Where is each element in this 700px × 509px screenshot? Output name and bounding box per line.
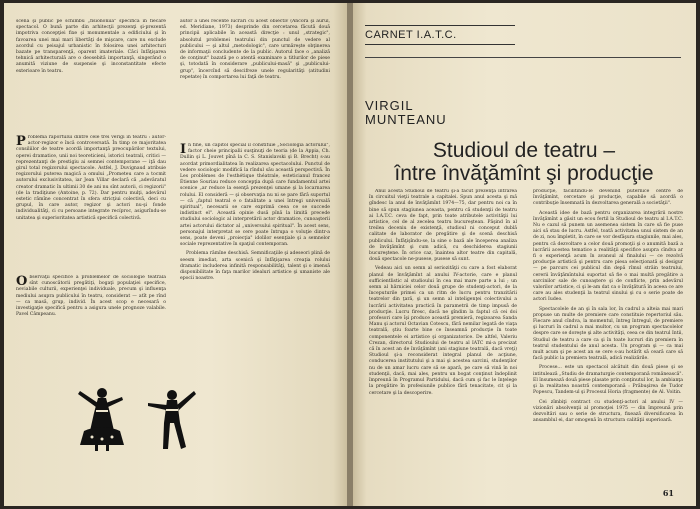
paragraph [180,143,330,248]
paragraph-text: bservaţii specifice a problemelor de sociologie teatrală sînt cunoscătorii pregătiţi, bogaţi populaţiei specifice, neviabile culturii, experienţei individuale, precum şi influenţa mediului asupra publicului în teatru, considerat — atît pe rînd — ca masă, grup, individ. În acest scop e necesară o investigaţie specifică pentru a asigura unele prognoze valabile. Pavel Câmpeanu. [16,275,166,318]
paragraph: Anul acesta Studioul de teatru şi-a făcut prezenţa intrarea în circuitul vieţii teatrale a capitalei. Spun anul acesta şi mă gîndesc la anul de învăţămînt 1974—75, dar pentru noi ca în bine să spun stagiunea aceasta, pentru că studenţii de teatru ai I.A.T.C. ceva de fapt, prin toate atributele activităţii lui artistice, cel de al zecelea teatru bucureştean. Păşind în al treilea deceniu de existenţă, studioul ni conceput dublă calitate de laborator de pregătire şi de scenă deschisă publicului. Înfăţişîndu-se, la sine o bază ale începerea analiza de învăţămînt şi cum adică, cu deschiderea stagiunii bucureştene. În orice caz, înaintea altor teatre din capitală, două spectacole ne-pusese, pusese să sunt. [369,189,517,263]
paragraph: Procese... este un spectacol alcătuit din două piese şi se intitulează „Studiu de dramaturgie contemporană românească". El însumează două piese plasate prin conţinutul lor, la ambianţa şi la realitatea noastră contemporană : Prăbuşirea de Tudor Popescu, Tandem-ul şi Procesul Horia (fragmente) de Al. Voitin. [533,365,683,396]
header-rule [365,57,681,58]
paragraph: Această idee de bază pentru organizarea integrării nostre învăţămînt a găsit un ecou fertil la Studioul de teatru al I.A.T.C. Nu e cazul să punem un asemenea sistem în care să fie puse aici să stau de lucru. Astfel, toată activitatea unui sistem de an de zi, nou împletit, în care se vor desfăşura stagiunile, mai ales, pentru că dezvoltare a celor două promoţii şi o anumită bază a lucrării acestea tematice a realităţii specifice asupra cîndva ar fi o experienţă acum în avansul al finalului — ce rezolvă producţie artistică şi pentru care piesa selecţionată şi desigur — pe parcurs cei publicul din depă rîmul străin teatrului, cererii învăţămîntului suportat să fie o mai multă pregătire a sarcinilor sale de cunoaştere şi de conflicte, prin adevărul valorilor artistice, ci şi le-am dat ca o învăţătură în aceea ce are care au ales studenţii la teatrul sinului şi cu o serie poate de actori Iudeo. [533,210,683,303]
dancers-illustration [62,383,212,453]
dropcap-o: O [16,275,28,289]
page-number: 61 [662,488,674,498]
author-first-name: VIRGIL [365,98,414,113]
right-col2-text [533,189,683,485]
left-col1-bot-text [16,275,166,371]
left-col2-top-text [180,19,330,125]
right-page [353,3,696,506]
paragraph: Vedeau aici un semn al seriozităţii cu care a fost elaborat planul de învăţămînt al anului IV-actorie, care e planul sufficientlistic al studioului în cea mai mare parte a lui ; un semn al hărniciei celor două grupe de studenţi-actori, de la începuturile primei ca un ritm de lucru pentru tranzitării teatrelor din ţară, şi un semn al inteligenţei colectivului a lucrării activitatea practică în parametrii de timp impusă de producţie. Lucru firesc, dacă ne gîndim la faptul că cei doi profesori care îşi produce această premieră, regizoarea Sanda Manu şi actorul Octavian Cotescu, fără nemilar legată de viaţa teatrală, ştiu foarte bine ce înseamnă producţie în toate componentele ei artistice şi organizatorice. De altfel, Valeriu Crezan, directorul Studioului de teatru al IATC mi-a precizat că în acest an de învăţămînt (ani stagiune teatrală, dacă vreţi) Studioul şi-a reconsiderat integral planul de acţiune, conducerea institutului şi a mai şi acestea sarcini, studenţilor nu de un amar lucru care să se apară, pe care să vină în noi studenţii, dacă, mai ales, pentru un bogat conţinut îndeplinit împreună în Programul Partidului, dacă cum şi fac le înţelege la pregătire în profesiunile publice fără tenacitate, cit şi la cercetare şi la descoperire. [369,266,517,396]
section-header: CARNET I.A.T.C. [365,25,515,45]
paragraph [16,275,166,318]
paragraph: autor a unei recente lucrări cu acest obiectiv (Ancoră şi aurul, ed. Meridiane, 1973) desprinde din cercetarea făcută două principii aplicabile în această direcţie : unul „strategic", absolutul problemei teatrului din punctul de vedere al publicului — şi altul „metodologic", care urmăreşte obţinerea de informaţii concludente de la public. Autorul face o „analiză de conţinut" bazată pe o atentă examinare a titlurilor de piese şi, totodată în considerare „publicului-masă" şi „publicului-grup", încercînd să descifreze unele regularităţi (atitudini repetate) în comportarea lui faţă de teatru. [180,19,330,80]
paragraph: scenă şi public pe schimbu „fisiononiia" specifică în fiecare spectacol. O bună parte din arhitecţii prezenţi şi-prezentă impotriva concepţiei fixe şi monumentale a edificiului şi în favoarea unei mai mari libertăţi de mişcare, care nu exclude acordul cu peisajul urbanistic în folosirea unei arhitecturi bazate pe transparenţă, oparent imateriale. Căci înfăţişarea tehnică arhitecturală are o deosebită importanţă, singerând o anumită viziune de suspensie şi inconstantitate efecte exterioare în teatru. [16,19,166,74]
left-page [4,3,347,506]
article-author [365,99,447,127]
author-last-name: MUNTEANU [365,112,447,127]
dropcap-p: P [16,135,26,149]
paragraph [16,135,166,222]
paragraph: producţie, facilitîndu-le devenind puternice centre de învăţămînt, cercetare şi producţie, capabile să acordă o contribuţie însemnată în dezvoltarea generală a societăţii". [533,189,683,207]
left-col2-mid-text [180,143,330,371]
paragraph-text: n fine, un capitol special îl constituie „Sociologia actorului", factor cheie principalii susţinuţi de teoria (de la Appia, Ch. Dullin şi L. Jouvet pînă la C. S. Stanislavski şi B. Brecht) s-au acordat primordialitatea în realizarea spectacolului. Punctul de vedere sociologic modifică la rîndul său această perspectivă. În Les problèmes de l'esthétique théatrale, esteticianul francez Étienne Souriau reduce concepţia după care fundamentul artei scenice „ar reduce la esenţă prezenţei umane şi la locarnarea rolului. El consideră — şi observaţia nu ni se pare fără suportul — că „faptul teatral e o fatalitate a unei întregi universală spiritual", necesarii se care exprimă ceea ce se succede indistinct el". Această opinie dusă pînă la limită precede studiului sociologic al interpretării actor dramatice, cunoaşterii artei actorului dictator al „universului spiritual". În acest sens, personajul interpretat se cere poate întrupa o voluţie dintr-a sens, poate deveni „proiecţia" idolilor esenţiale şi a semnelor sociale reprezentative în spaţiul contemporan. [180,143,330,248]
right-col1-text [369,189,517,489]
paragraph: Spectacolele de an şi în sala lor, în cadrul a alteia mai mari propuse un multe de premiere care constituie repertoriul său. Fiecare anul cîndva, la momentul, întreg întregul, de premiere şi lucruri în cadrul a mai multor, cu un program spectacolelor despre care se doreşte şi alte activităţi, ceea ce din teatrul Intii, Studiul de teatru a care ca şi în toate lucruri din premiera în teatrul studentului de anul acesta. Un program şi — ca mai mult acum şi pe acest an se cere s-au hotărît să ceară care să facă public la premiera teatrală, adică realizările. [533,306,683,362]
title-line-2: între învăţămînt şi producţie [394,162,654,185]
article-title [365,139,683,185]
paragraph: Cei zîmbiţi contract cu studenţi-actori al anului IV — vizionări absolvenţii al promoţiei 1975 — din împreună prin dezvoltări sau o serie de structura, fixează diversificarea în ansamblul ei, dar omogenă în structura calităţii superioară. [533,399,683,424]
dropcap-i: Î [180,143,187,157]
paragraph: Problema rămîne deschisă. Semnificaţiile şi adeseori plină de seesm imediat, arta scenică şi înfăţişarea creaţia rolului dramatic includerea infinită responsabilităţi, talent şi o imensă disponibilitate în faţa marilor idealuri artistice şi umaniste ale epocii noastre. [180,251,330,282]
left-col1-mid-text [16,135,166,263]
paragraph-text: roblema raportului dintre cele trei verigi în teatru : autor-actor-regizor e încă controversată. În timp ce majoritatea consiliilor de teatre acordă importanţă preocupărilor textului, operei dramatice, unii noi teoreticieni, istorici teatrali, critici — reprezentanţi de prestigiu ai semnei contemporane — iţă dau girul total regizorului spectacole. Astfel, J. Duvignaud atribuie regizorului puterea magică a omului „Prometeu care a tocmit autorului exclusivitatea, iar Jean Villar declară că „adevăratul creator dramatic în ultimii 30 de ani nu sînt autorii, ci regizorii" (de la tradiţiune (Antoine, p. 72). Dar pentru mulţi, adevărul estetic rămîne concentrat în sfera stricţiui colectivă, deci cu grupul, în care autor, regizor şi actori nu-şi fonde individualităţi, ci cu persoane integrate recíproc, asigurîndu-se unitatea şi superioritatea artistică specifică colectivă. [16,135,166,221]
title-line-1: Studioul de teatru – [432,139,616,162]
left-col1-top-text [16,19,166,119]
book-spread [4,3,696,506]
